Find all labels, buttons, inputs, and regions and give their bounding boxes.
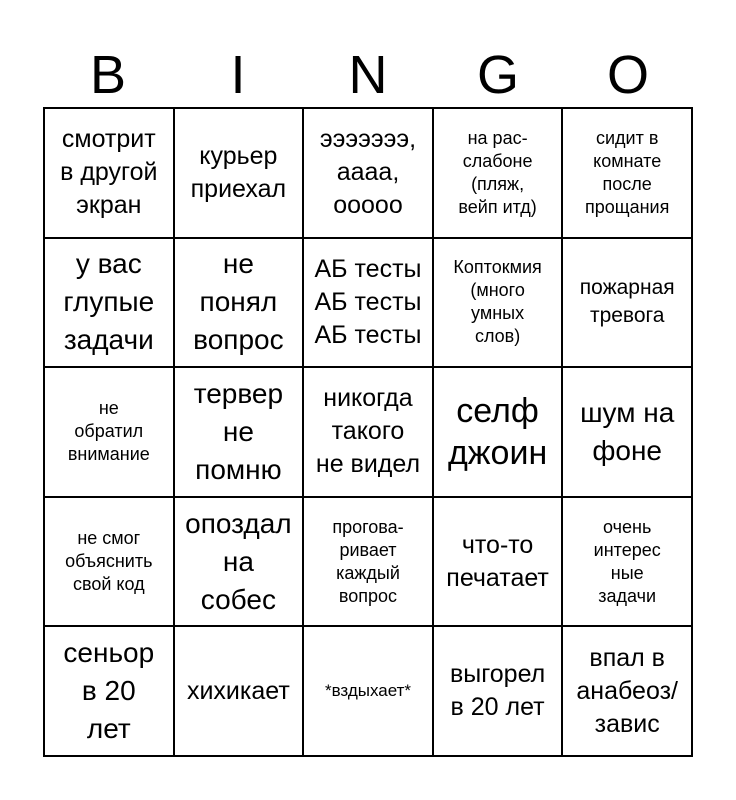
- cell-text: не понял вопрос: [193, 248, 284, 356]
- cell-text: шум на фоне: [580, 396, 675, 466]
- cell-text: пожарная тревога: [579, 276, 675, 328]
- cell-text: впал в анабеоз/ завис: [576, 643, 678, 738]
- bingo-cell[interactable]: [563, 109, 693, 239]
- bingo-cell[interactable]: [563, 368, 693, 498]
- bingo-cell[interactable]: [434, 109, 564, 239]
- cell-text: сидит в комнате после прощания: [585, 127, 670, 217]
- bingo-cell[interactable]: [45, 498, 175, 628]
- cell-text: хихикает: [186, 676, 290, 705]
- cell-text: никогда такого не видел: [315, 384, 421, 479]
- header-letter-n: N: [348, 45, 388, 105]
- cell-text: смотрит в другой экран: [60, 125, 158, 220]
- bingo-cell[interactable]: [563, 498, 693, 628]
- cell-text: *вздыхает*: [324, 681, 412, 701]
- cell-text: тервер не помню: [193, 377, 284, 485]
- header-letter-i: I: [230, 45, 246, 105]
- bingo-cell[interactable]: [434, 368, 564, 498]
- bingo-cell[interactable]: [304, 498, 434, 628]
- bingo-cell[interactable]: [304, 368, 434, 498]
- bingo-cell[interactable]: [175, 627, 305, 757]
- cell-text: не обратил внимание: [67, 398, 150, 465]
- header-letter-o: O: [606, 45, 649, 105]
- cell-text: эээээээ, аааа, ооооо: [319, 125, 417, 220]
- cell-text: сеньор в 20 лет: [63, 637, 155, 745]
- bingo-cell[interactable]: [45, 627, 175, 757]
- bingo-grid: [43, 107, 693, 757]
- header-letter-b: B: [89, 45, 127, 105]
- header-letter-g: G: [476, 45, 519, 105]
- bingo-cell[interactable]: [304, 627, 434, 757]
- bingo-cell[interactable]: [175, 109, 305, 239]
- bingo-cell[interactable]: [304, 109, 434, 239]
- cell-text: АБ тесты АБ тесты АБ тесты: [314, 254, 422, 349]
- cell-text: курьер приехал: [190, 141, 287, 203]
- cell-text: у вас глупые задачи: [63, 248, 155, 356]
- cell-text: опоздал на собес: [185, 507, 292, 615]
- bingo-cell[interactable]: [45, 239, 175, 369]
- cell-text: Коптокмия (много умных слов): [453, 257, 542, 347]
- bingo-cell[interactable]: [45, 368, 175, 498]
- bingo-cell[interactable]: [434, 627, 564, 757]
- bingo-cell[interactable]: [563, 239, 693, 369]
- cell-text: прогова- ривает каждый вопрос: [332, 516, 404, 606]
- bingo-cell[interactable]: [175, 368, 305, 498]
- bingo-header: [43, 44, 693, 106]
- cell-text: на рас- слабоне (пляж, вейп итд): [458, 127, 537, 217]
- cell-text: очень интерес ные задачи: [593, 516, 661, 606]
- bingo-cell[interactable]: [175, 498, 305, 628]
- cell-text: селф джоин: [447, 391, 548, 472]
- bingo-cell[interactable]: [563, 627, 693, 757]
- bingo-cell[interactable]: [175, 239, 305, 369]
- cell-text: не смог объяснить свой код: [65, 528, 153, 595]
- bingo-cell[interactable]: [45, 109, 175, 239]
- cell-text: выгорел в 20 лет: [449, 660, 546, 722]
- bingo-cell[interactable]: [434, 498, 564, 628]
- bingo-cell[interactable]: [434, 239, 564, 369]
- bingo-cell[interactable]: [304, 239, 434, 369]
- cell-text: что-то печатает: [446, 530, 549, 592]
